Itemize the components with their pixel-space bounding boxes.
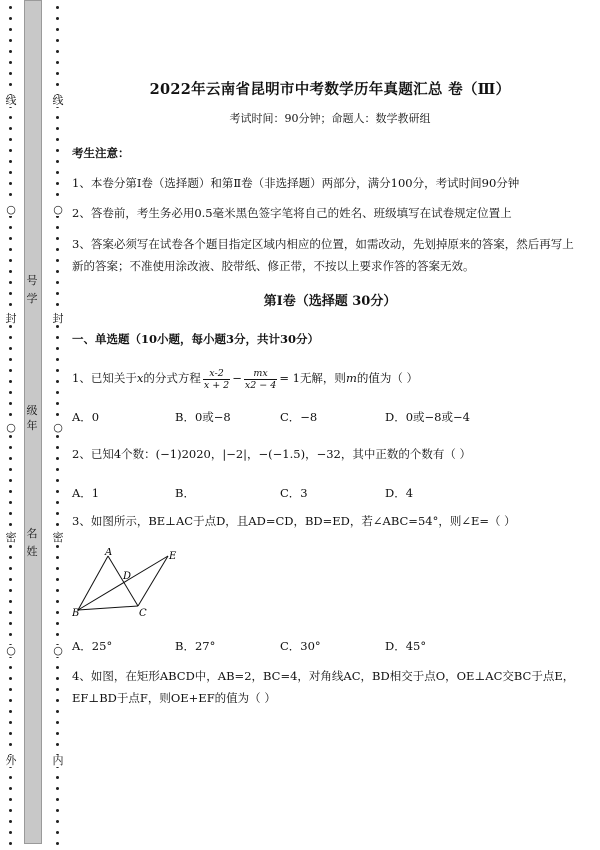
- margin-inner-label-feng: 封: [52, 312, 64, 325]
- margin-dot: [9, 28, 12, 31]
- margin-dot: [9, 369, 12, 372]
- margin-inner-circle-1: ○: [51, 204, 65, 216]
- line-ec: [138, 556, 168, 606]
- margin-dot: [9, 237, 12, 240]
- q1-fraction-1: [203, 368, 230, 391]
- margin-dot: [56, 677, 59, 680]
- q1-option-a: A．0: [72, 410, 100, 424]
- margin-label-wai: 外: [5, 754, 17, 767]
- margin-dot: [56, 347, 59, 350]
- notes-heading: 考生注意：: [72, 146, 130, 160]
- margin-dot: [9, 523, 12, 526]
- margin-dot: [56, 6, 59, 9]
- margin-dot: [9, 325, 12, 328]
- margin-dot: [9, 17, 12, 20]
- q1-minus: −: [232, 371, 242, 385]
- margin-dot: [9, 710, 12, 713]
- margin-dot: [56, 248, 59, 251]
- margin-dot: [56, 501, 59, 504]
- margin-dot: [9, 578, 12, 581]
- margin-circle-3: ○: [4, 645, 18, 657]
- margin-dot: [9, 677, 12, 680]
- q1-f1-denominator: x + 2: [203, 379, 230, 391]
- margin-dot: [56, 556, 59, 559]
- q1-option-c: C．−8: [280, 410, 318, 424]
- note-1: 1、本卷分第Ⅰ卷（选择题）和第Ⅱ卷（非选择题）两部分，满分100分，考试时间90分钟: [72, 176, 520, 190]
- margin-dot: [9, 50, 12, 53]
- margin-circle-1: ○: [4, 204, 18, 216]
- point-d-label: D: [123, 571, 132, 582]
- margin-dot: [56, 391, 59, 394]
- margin-dot: [56, 72, 59, 75]
- margin-dot: [9, 193, 12, 196]
- margin-dot: [56, 270, 59, 273]
- margin-dot: [9, 72, 12, 75]
- margin-dot: [56, 39, 59, 42]
- margin-dot: [56, 523, 59, 526]
- margin-dot: [56, 710, 59, 713]
- q1-f2-numerator: mx: [244, 368, 277, 380]
- margin-dot: [9, 600, 12, 603]
- margin-dot: [56, 666, 59, 669]
- q1-prefix: 1、已知关于: [72, 371, 137, 385]
- info-label-xue: 学: [26, 292, 38, 305]
- margin-dot: [56, 149, 59, 152]
- line-be: [78, 556, 168, 610]
- margin-dot: [9, 776, 12, 779]
- margin-dot: [9, 842, 12, 845]
- margin-dot: [56, 842, 59, 845]
- q3-figure: [72, 548, 182, 620]
- margin-dot: [9, 721, 12, 724]
- margin-dot: [56, 336, 59, 339]
- margin-dot: [56, 743, 59, 746]
- margin-label-xian: 线: [5, 94, 17, 107]
- margin-dot: [9, 732, 12, 735]
- q1-after: 无解，则: [299, 371, 346, 385]
- margin-dot: [56, 259, 59, 262]
- info-label-nian: 年: [26, 419, 38, 432]
- margin-dot: [56, 380, 59, 383]
- margin-dot: [56, 578, 59, 581]
- margin-dot: [56, 732, 59, 735]
- margin-dot: [56, 688, 59, 691]
- margin-dot: [56, 457, 59, 460]
- margin-dot: [9, 688, 12, 691]
- q2-expression: (−1)2020，|−2|，−(−1.5)，−32: [155, 447, 341, 461]
- margin-dot: [56, 28, 59, 31]
- q2-suffix: ，其中正数的个数有（ ）: [340, 447, 471, 461]
- info-label-ming: 名: [26, 527, 38, 540]
- q1-f2-denominator: x2 − 4: [244, 379, 277, 391]
- margin-dot: [9, 589, 12, 592]
- margin-dot: [9, 39, 12, 42]
- margin-dot: [56, 303, 59, 306]
- margin-inner-label-nei: 内: [52, 754, 64, 767]
- q1-var-m: m: [345, 371, 357, 385]
- margin-dot: [56, 820, 59, 823]
- question-4: 4、如图，在矩形ABCD中，AB=2，BC=4，对角线AC，BD相交于点O，OE⊥AC交BC于点E，EF⊥BD于点F，则OE+EF的值为（ ）: [72, 669, 575, 705]
- point-b-label: B: [72, 608, 80, 619]
- question-3: 3、如图所示，BE⊥AC于点D，且AD=CD，BD=ED，若∠ABC=54°，则∠E=（ ）: [72, 514, 516, 528]
- margin-dot: [56, 567, 59, 570]
- margin-dot: [9, 292, 12, 295]
- margin-dot: [9, 413, 12, 416]
- margin-dot: [56, 633, 59, 636]
- point-e-label: E: [169, 551, 177, 562]
- margin-dot: [56, 699, 59, 702]
- q1-suffix: 的值为（ ）: [356, 371, 418, 385]
- margin-dot: [9, 633, 12, 636]
- margin-dot: [56, 468, 59, 471]
- q1-var-x: x: [136, 371, 144, 385]
- info-label-xing: 姓: [26, 545, 38, 558]
- margin-dot: [56, 545, 59, 548]
- margin-dot: [56, 369, 59, 372]
- margin-dot: [56, 787, 59, 790]
- note-2: 2、答卷前，考生务必用0.5毫米黑色签字笔将自己的姓名、班级填写在试卷规定位置上: [72, 206, 512, 220]
- page-title: 2022年云南省昆明市中考数学历年真题汇总 卷（Ⅲ）: [149, 81, 511, 98]
- margin-dot: [56, 127, 59, 130]
- margin-dot: [9, 149, 12, 152]
- margin-dot: [56, 61, 59, 64]
- margin-dot: [56, 479, 59, 482]
- margin-dot: [9, 809, 12, 812]
- margin-dot: [9, 446, 12, 449]
- margin-circle-2: ○: [4, 422, 18, 434]
- margin-dot: [9, 435, 12, 438]
- margin-inner-label-xian: 线: [52, 94, 64, 107]
- margin-dot: [9, 666, 12, 669]
- margin-dot: [9, 138, 12, 141]
- margin-dot: [56, 402, 59, 405]
- binding-margin: [0, 0, 70, 850]
- margin-dot: [9, 171, 12, 174]
- margin-dot: [56, 292, 59, 295]
- margin-dot: [9, 699, 12, 702]
- margin-dot: [56, 776, 59, 779]
- margin-dot: [9, 831, 12, 834]
- line-bc: [78, 606, 138, 610]
- margin-dot: [9, 226, 12, 229]
- q3-option-b: B．27°: [175, 639, 216, 653]
- q1-mid: 的分式方程: [143, 371, 201, 385]
- margin-dot: [9, 490, 12, 493]
- margin-dot: [56, 83, 59, 86]
- margin-dot: [9, 512, 12, 515]
- margin-dot: [56, 182, 59, 185]
- margin-dot: [9, 358, 12, 361]
- margin-dot: [9, 391, 12, 394]
- margin-dot: [56, 490, 59, 493]
- margin-dot: [56, 237, 59, 240]
- margin-dot: [56, 589, 59, 592]
- margin-dot: [9, 160, 12, 163]
- margin-dot: [56, 226, 59, 229]
- margin-dot: [56, 721, 59, 724]
- question-1: [72, 366, 582, 391]
- margin-dot: [56, 512, 59, 515]
- margin-dot: [9, 270, 12, 273]
- margin-dot: [56, 446, 59, 449]
- q2-option-a: A．1: [72, 486, 100, 500]
- part-heading: 一、单选题（10小题，每小题3分，共计30分）: [72, 332, 320, 346]
- point-c-label: C: [139, 608, 147, 619]
- margin-dot: [9, 248, 12, 251]
- margin-dot: [56, 358, 59, 361]
- margin-dot: [9, 820, 12, 823]
- margin-dot: [56, 622, 59, 625]
- q1-equals: = 1: [279, 371, 300, 385]
- margin-dot: [56, 798, 59, 801]
- margin-dot: [9, 743, 12, 746]
- margin-dot: [9, 259, 12, 262]
- exam-info: 考试时间：90分钟；命题人：数学教研组: [229, 112, 431, 125]
- q3-option-a: A．25°: [72, 639, 113, 653]
- q3-option-c: C．30°: [280, 639, 321, 653]
- q2-option-d: D．4: [385, 486, 414, 500]
- margin-dot: [56, 611, 59, 614]
- margin-inner-label-mi: 密: [52, 531, 64, 544]
- margin-dot: [9, 336, 12, 339]
- info-label-ji: 级: [26, 404, 38, 417]
- note-3: 3、答案必须写在试卷各个题目指定区域内相应的位置，如需改动，先划掉原来的答案，然后再写上新的答案；不准使用涂改液、胶带纸、修正带，不按以上要求作答的答案无效。: [72, 237, 574, 273]
- q2-option-b: B．: [175, 486, 195, 500]
- margin-dot: [56, 160, 59, 163]
- margin-dot: [56, 809, 59, 812]
- margin-inner-circle-3: ○: [51, 645, 65, 657]
- point-a-label: A: [105, 548, 113, 558]
- margin-dot: [9, 83, 12, 86]
- q1-option-b: B．0或−8: [175, 410, 231, 424]
- q2-prefix: 2、已知4个数：: [72, 447, 156, 461]
- margin-dot: [9, 6, 12, 9]
- margin-dot: [9, 798, 12, 801]
- margin-dot: [9, 622, 12, 625]
- margin-label-mi: 密: [5, 531, 17, 544]
- margin-dot: [56, 435, 59, 438]
- margin-dot: [9, 457, 12, 460]
- margin-dot: [9, 182, 12, 185]
- margin-dot: [56, 171, 59, 174]
- section-title: 第Ⅰ卷（选择题 30分）: [263, 294, 397, 309]
- margin-label-feng: 封: [5, 312, 17, 325]
- margin-dot: [56, 600, 59, 603]
- margin-dot: [56, 193, 59, 196]
- margin-dot: [9, 468, 12, 471]
- margin-dot: [9, 556, 12, 559]
- q1-option-d: D．0或−8或−4: [385, 410, 470, 424]
- margin-dot: [56, 831, 59, 834]
- margin-dot: [9, 303, 12, 306]
- margin-dot: [9, 116, 12, 119]
- margin-dot: [9, 281, 12, 284]
- info-label-hao: 号: [26, 274, 38, 287]
- line-ba: [78, 556, 108, 610]
- margin-dot: [9, 545, 12, 548]
- margin-dot: [9, 380, 12, 383]
- q1-fraction-2: [244, 368, 277, 391]
- margin-dot: [9, 61, 12, 64]
- margin-dot: [56, 138, 59, 141]
- margin-dot: [56, 413, 59, 416]
- margin-dot: [9, 402, 12, 405]
- margin-dot: [9, 127, 12, 130]
- margin-dot: [56, 50, 59, 53]
- margin-dot: [9, 501, 12, 504]
- margin-inner-circle-2: ○: [51, 422, 65, 434]
- margin-dot: [9, 567, 12, 570]
- margin-dot: [56, 116, 59, 119]
- margin-dot: [9, 611, 12, 614]
- margin-dot: [56, 17, 59, 20]
- margin-dot: [9, 787, 12, 790]
- margin-dot: [9, 347, 12, 350]
- q2-option-c: C．3: [280, 486, 308, 500]
- margin-dot: [56, 325, 59, 328]
- question-2: [72, 443, 582, 465]
- q1-f1-numerator: x-2: [203, 368, 230, 380]
- q3-option-d: D．45°: [385, 639, 427, 653]
- margin-dot: [9, 479, 12, 482]
- margin-dot: [56, 281, 59, 284]
